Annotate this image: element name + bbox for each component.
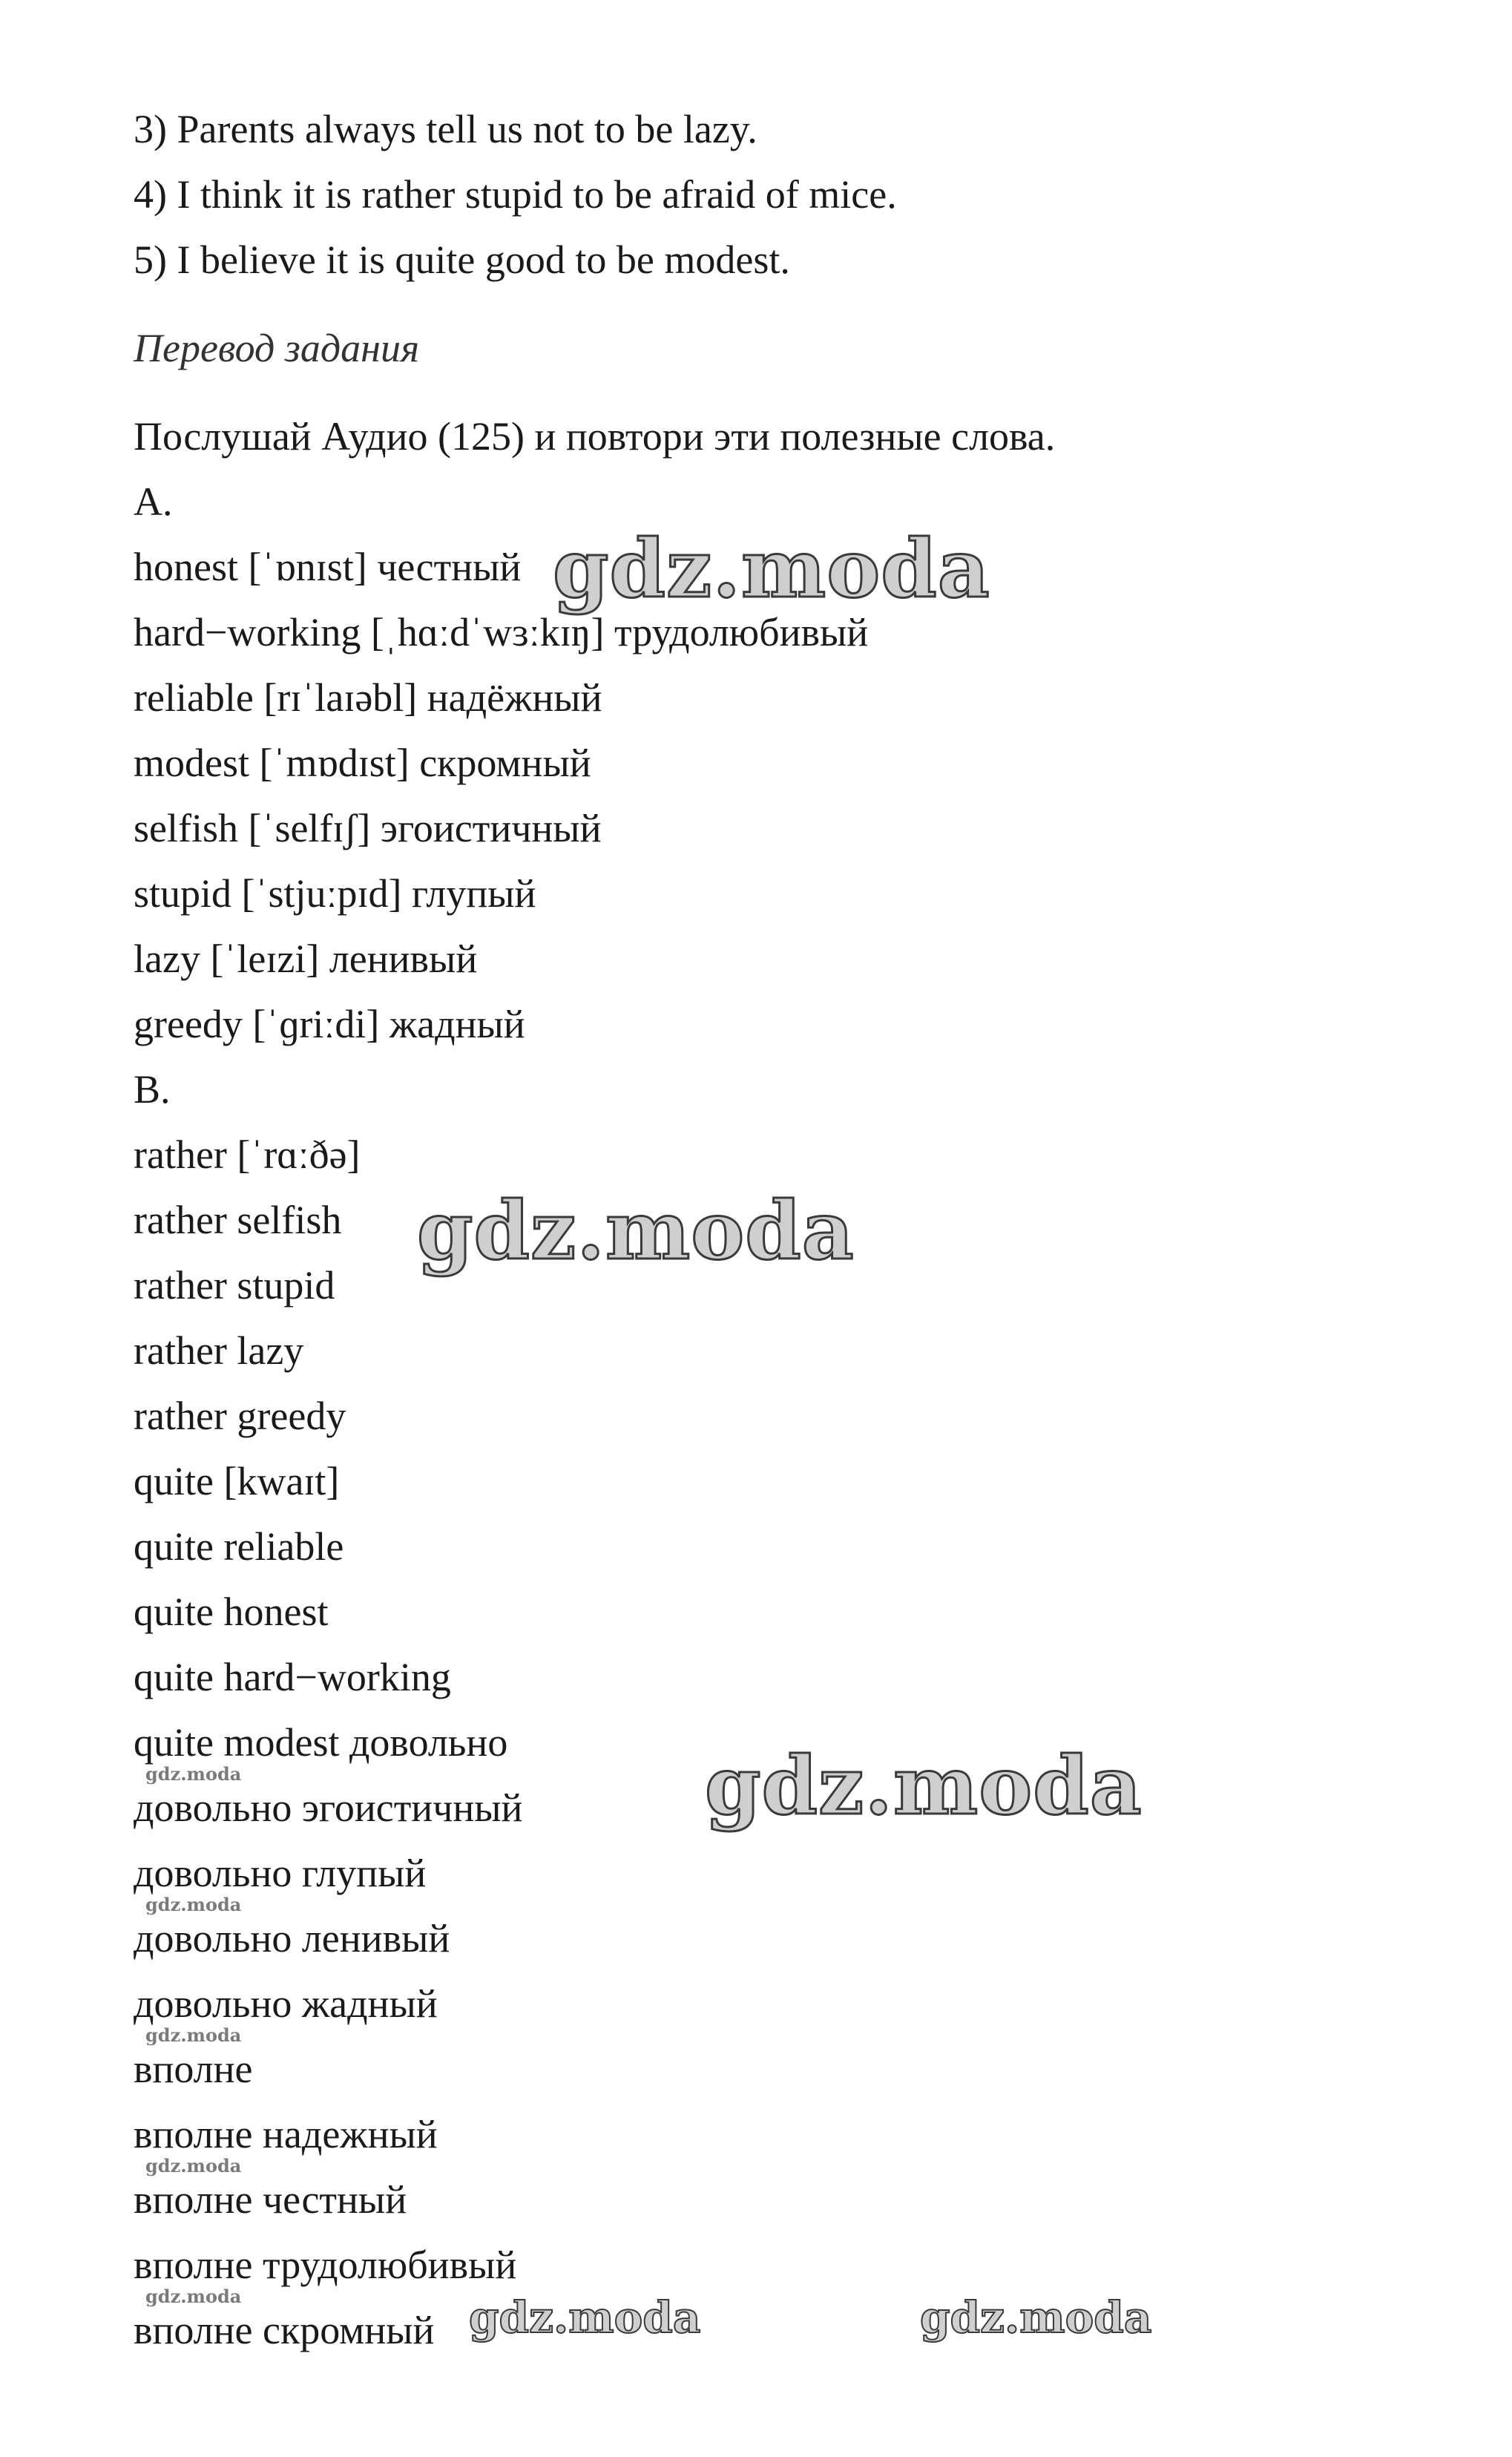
word-entry: quite reliable <box>134 1524 344 1569</box>
word-entry: greedy [ˈɡriːdi] жадный <box>134 1002 525 1046</box>
answer-line-3: 3) Parents always tell us not to be lazy. <box>134 107 757 151</box>
watermark-logo: gdz.moda <box>705 1739 1143 1833</box>
word-entry: modest [ˈmɒdɪst] скромный <box>134 741 591 785</box>
word-entry: hard−working [ˌhɑːdˈwɜːkɪŋ] трудолюбивый <box>134 610 869 655</box>
word-entry: вполне трудолюбивый <box>134 2243 517 2287</box>
watermark-small: gdz.moda <box>145 1763 242 1785</box>
word-entry: lazy [ˈleɪzi] ленивый <box>134 936 478 981</box>
word-entry: вполне скромный <box>134 2308 435 2352</box>
watermark-small: gdz.moda <box>145 2286 242 2307</box>
word-entry: вполне <box>134 2047 253 2091</box>
word-entry: rather selfish <box>134 1198 342 1242</box>
word-entry: reliable [rɪˈlaɪəbl] надёжный <box>134 675 602 720</box>
word-entry: вполне надежный <box>134 2112 438 2156</box>
word-entry: selfish [ˈselfɪʃ] эгоистичный <box>134 806 602 850</box>
word-entry: rather greedy <box>134 1394 346 1438</box>
answer-line-5: 5) I believe it is quite good to be modest. <box>134 237 790 282</box>
section-b-label: B. <box>134 1067 171 1112</box>
section-a-label: A. <box>134 479 173 524</box>
word-entry: вполне честный <box>134 2177 407 2222</box>
word-entry: honest [ˈɒnɪst] честный <box>134 545 522 589</box>
word-entry: quite [kwaɪt] <box>134 1459 340 1503</box>
word-entry: довольно глупый <box>134 1851 427 1895</box>
watermark-logo: gdz.moda <box>469 2292 701 2343</box>
word-entry: rather [ˈrɑːðə] <box>134 1132 361 1177</box>
translation-heading: Перевод задания <box>134 326 420 370</box>
watermark-logo: gdz.moda <box>417 1184 855 1278</box>
word-entry: довольно ленивый <box>134 1916 450 1961</box>
word-entry: rather stupid <box>134 1263 335 1308</box>
task-text: Послушай Аудио (125) и повтори эти полезные слова. <box>134 414 1056 459</box>
answer-line-4: 4) I think it is rather stupid to be afraid of mice. <box>134 172 897 217</box>
watermark-logo: gdz.moda <box>920 2292 1152 2343</box>
word-entry: quite modest довольно <box>134 1720 508 1765</box>
watermark-small: gdz.moda <box>145 2024 242 2046</box>
word-entry: quite hard−working <box>134 1655 451 1699</box>
watermark-small: gdz.moda <box>145 1894 242 1915</box>
word-entry: rather lazy <box>134 1328 304 1373</box>
word-entry: stupid [ˈstjuːpɪd] глупый <box>134 871 536 916</box>
word-entry: quite honest <box>134 1590 329 1634</box>
word-entry: довольно жадный <box>134 1981 438 2026</box>
word-entry: довольно эгоистичный <box>134 1785 523 1830</box>
watermark-small: gdz.moda <box>145 2155 242 2176</box>
watermark-logo: gdz.moda <box>553 522 990 616</box>
